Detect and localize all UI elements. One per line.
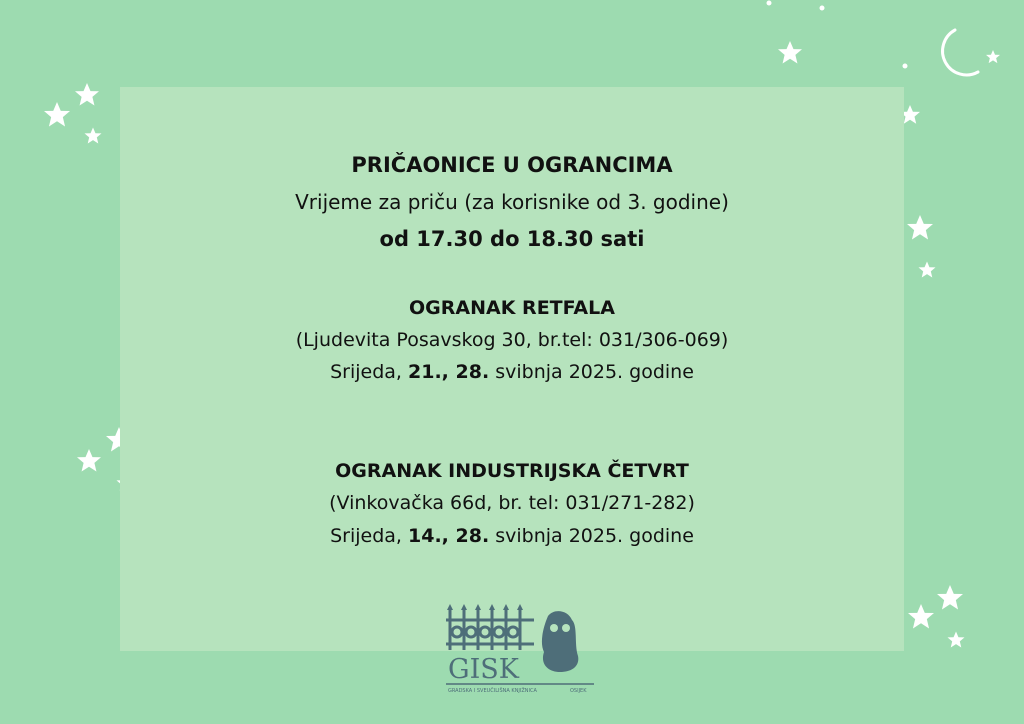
logo-wordmark: GISK <box>448 654 519 685</box>
branch-dates: Srijeda, 14., 28. svibnja 2025. godine <box>330 525 694 547</box>
time-range: od 17.30 do 18.30 sati <box>379 227 645 251</box>
star-icon-group-bottom-right <box>908 585 965 647</box>
branch-address: (Vinkovačka 66d, br. tel: 031/271-282) <box>329 492 695 514</box>
branch-address: (Ljudevita Posavskog 30, br.tel: 031/306-069) <box>295 329 729 351</box>
star-icon-group-top-left <box>44 83 102 143</box>
logo-caption: GRADSKA I SVEUČILIŠNA KNJIŽNICA <box>448 688 537 694</box>
branch-name: OGRANAK RETFALA <box>409 297 615 319</box>
content-panel <box>120 87 904 651</box>
gisk-logo <box>444 604 596 696</box>
moon-icon <box>943 30 978 75</box>
branch-dates-bold: 14., 28. <box>408 525 490 547</box>
branch-dates: Srijeda, 21., 28. svibnja 2025. godine <box>330 361 694 383</box>
page-title: PRIČAONICE U OGRANCIMA <box>351 153 673 177</box>
logo-city: OSIJEK <box>570 688 587 694</box>
branch-dates-bold: 21., 28. <box>408 361 490 383</box>
page-subtitle: Vrijeme za priču (za korisnike od 3. godine) <box>295 190 729 214</box>
branch-name: OGRANAK INDUSTRIJSKA ČETVRT <box>335 460 689 482</box>
